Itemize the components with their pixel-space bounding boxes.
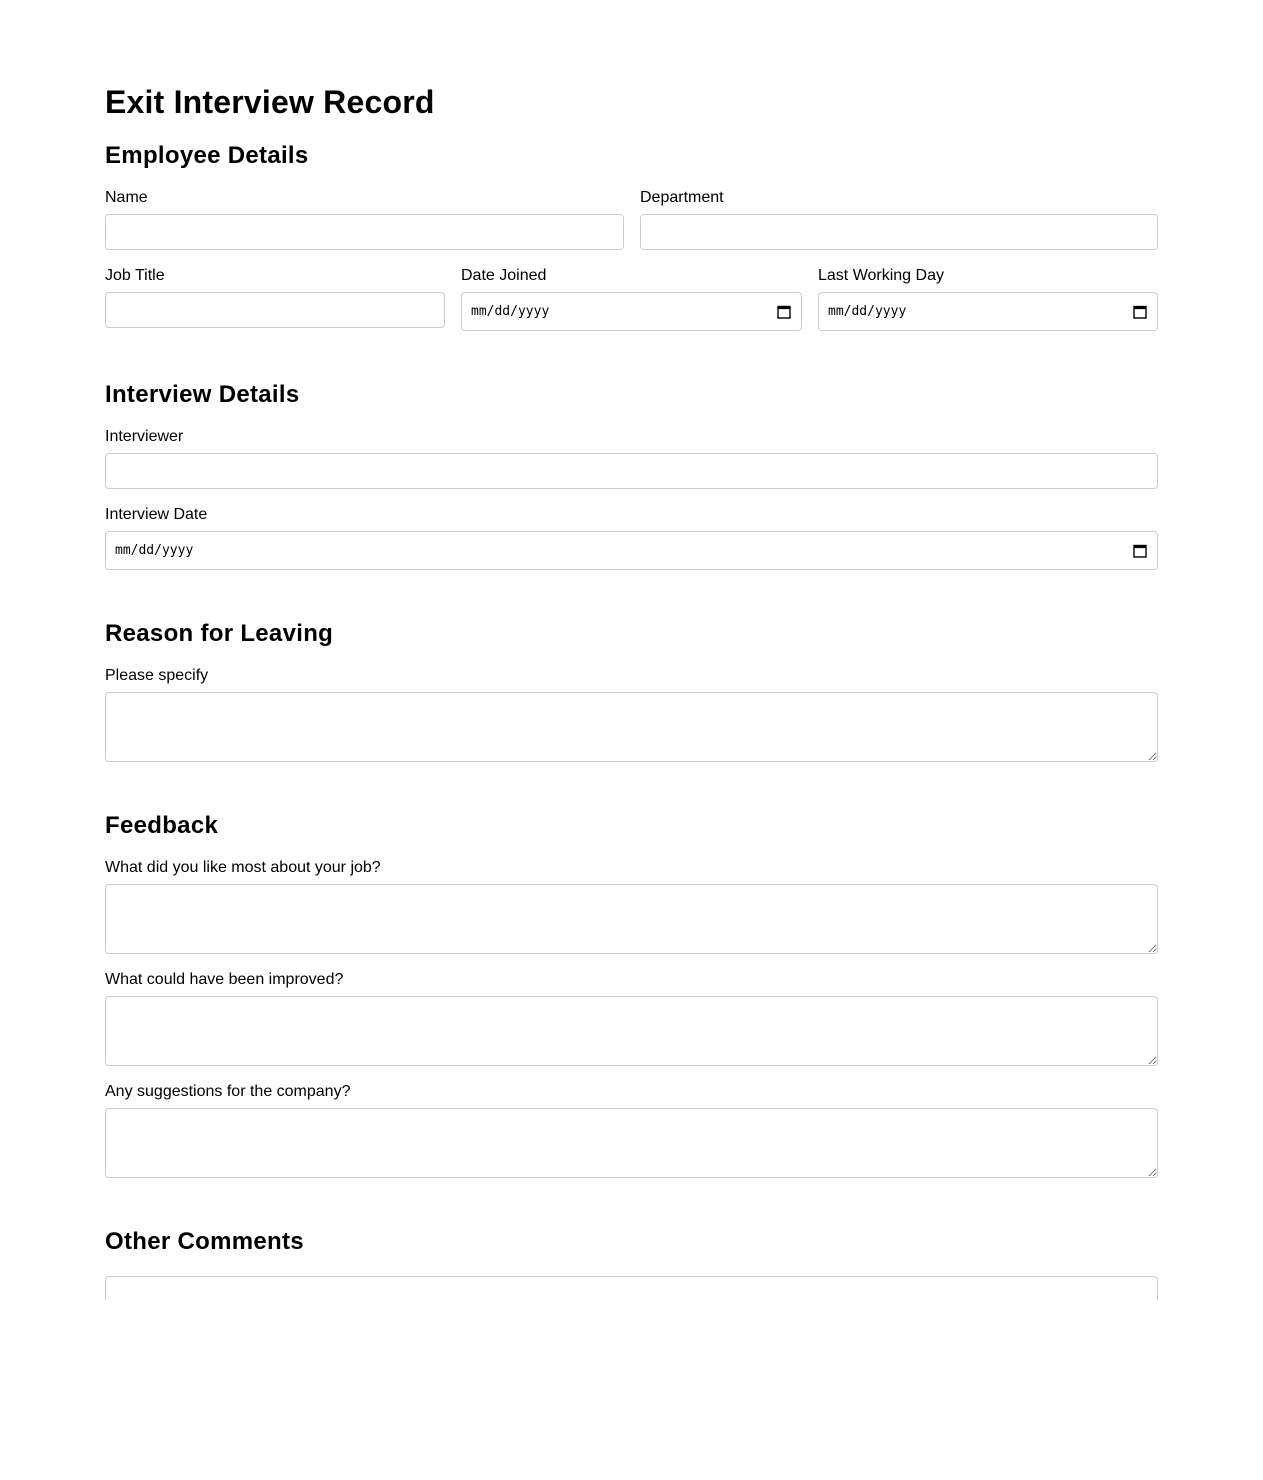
- calendar-icon[interactable]: [777, 305, 791, 319]
- section-heading-employee-details: Employee Details: [105, 142, 309, 169]
- improvements-textarea[interactable]: [105, 996, 1158, 1066]
- page-title: Exit Interview Record: [105, 84, 435, 120]
- section-heading-other-comments: Other Comments: [105, 1228, 304, 1255]
- date-joined-input[interactable]: [461, 292, 802, 331]
- interview-date-input[interactable]: [105, 531, 1158, 570]
- job-title-input[interactable]: [105, 292, 445, 328]
- interviewer-label: Interviewer: [105, 428, 184, 445]
- please-specify-wrapper: [105, 692, 1158, 762]
- liked-most-wrapper: [105, 884, 1158, 954]
- last-working-day-label: Last Working Day: [818, 267, 944, 284]
- suggestions-textarea[interactable]: [105, 1108, 1158, 1178]
- calendar-icon[interactable]: [1133, 544, 1147, 558]
- other-comments-textarea[interactable]: [105, 1276, 1158, 1300]
- job-title-label: Job Title: [105, 267, 165, 284]
- please-specify-label: Please specify: [105, 667, 209, 684]
- improvements-label: What could have been improved?: [105, 971, 344, 988]
- interview-date-label: Interview Date: [105, 506, 208, 523]
- suggestions-label: Any suggestions for the company?: [105, 1083, 351, 1100]
- name-label: Name: [105, 189, 148, 206]
- last-working-day-input[interactable]: [818, 292, 1158, 331]
- last-working-day-placeholder: mm/dd/yyyy: [828, 304, 907, 319]
- suggestions-wrapper: [105, 1108, 1158, 1178]
- section-heading-feedback: Feedback: [105, 812, 219, 839]
- date-joined-placeholder: mm/dd/yyyy: [471, 304, 550, 319]
- department-label: Department: [640, 189, 724, 206]
- please-specify-textarea[interactable]: [105, 692, 1158, 762]
- calendar-icon[interactable]: [1133, 305, 1147, 319]
- section-heading-interview-details: Interview Details: [105, 381, 300, 408]
- department-input[interactable]: [640, 214, 1158, 250]
- interview-date-placeholder: mm/dd/yyyy: [115, 543, 194, 558]
- section-heading-reason-for-leaving: Reason for Leaving: [105, 620, 334, 647]
- name-input[interactable]: [105, 214, 624, 250]
- liked-most-textarea[interactable]: [105, 884, 1158, 954]
- liked-most-label: What did you like most about your job?: [105, 859, 381, 876]
- interviewer-input[interactable]: [105, 453, 1158, 489]
- date-joined-label: Date Joined: [461, 267, 547, 284]
- other-comments-wrapper: [105, 1276, 1158, 1300]
- improvements-wrapper: [105, 996, 1158, 1066]
